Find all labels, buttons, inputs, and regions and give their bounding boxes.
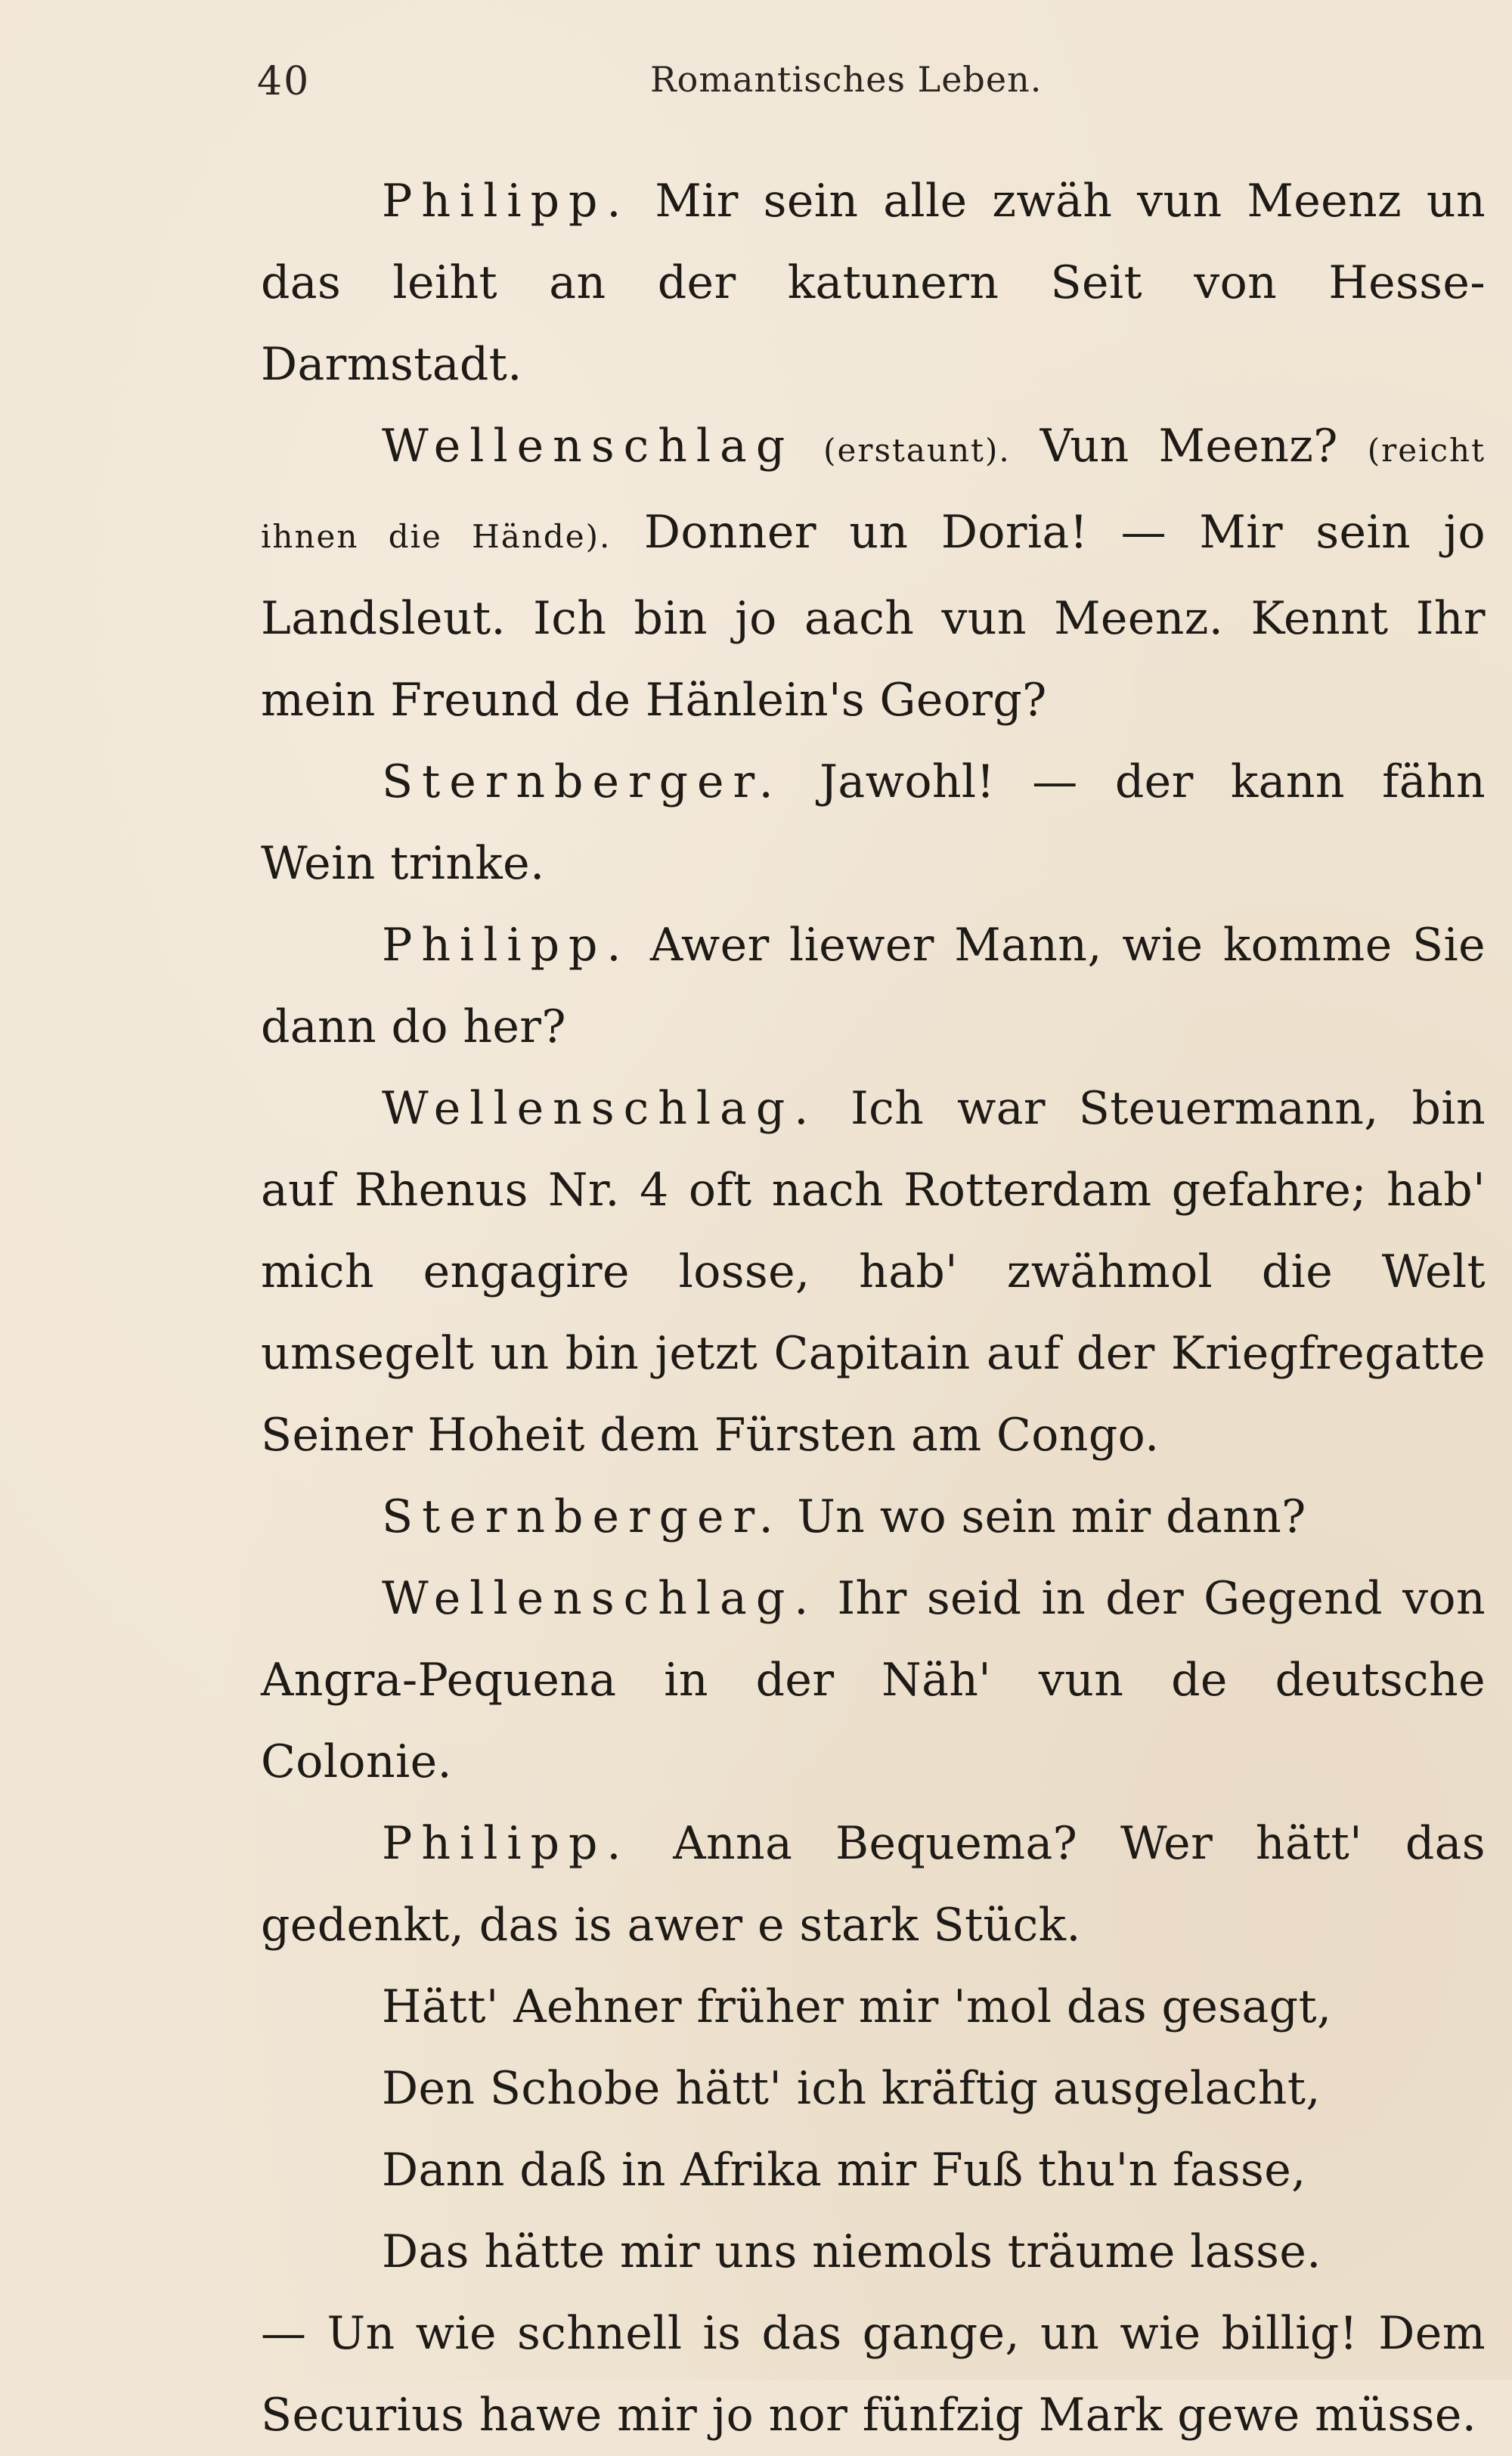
dialogue-text: Mir sein alle zwäh vun Meenz un das leiht an der katunern Seit von Hesse-Darmstadt. — [261, 175, 1486, 391]
stage-direction: (erstaunt). — [823, 432, 1011, 469]
dialogue-line — [261, 1476, 1486, 1558]
dialogue-text: Awer liewer Mann, wie komme Sie dann do her? — [261, 919, 1486, 1053]
dialogue-text: Jawohl! — der kann fähn Wein trinke. — [261, 755, 1486, 890]
dialogue-line — [261, 741, 1486, 904]
speaker-name: Wellenschlag — [382, 420, 795, 473]
speaker-name: Sternberger. — [382, 1490, 782, 1543]
dialogue-line — [261, 904, 1486, 1068]
page-number: 40 — [257, 59, 311, 104]
dialogue-line — [261, 1803, 1486, 1966]
dialogue-line — [261, 160, 1486, 405]
verse-line: Dann daß in Afrika mir Fuß thu'n fasse, — [382, 2144, 1306, 2197]
speaker-name: Philipp. — [382, 919, 631, 972]
dialogue-line — [261, 1068, 1486, 1476]
closing-paragraph: — Un wie schnell is das gange, un wie billig! Dem Securius hawe mir jo nor fünfzig Mark gewe müsse. — [261, 2307, 1486, 2442]
speaker-name: Philipp. — [382, 1817, 631, 1870]
page-header — [257, 53, 1482, 113]
page-text — [261, 160, 1486, 2456]
dialogue-text: Vun Meenz? — [1040, 420, 1338, 473]
verse-line: Hätt' Aehner früher mir 'mol das gesagt, — [382, 1980, 1332, 2033]
dialogue-text: Anna Bequema? Wer hätt' das gedenkt, das is awer e stark Stück. — [261, 1817, 1486, 1952]
verse-line: Das hätte mir uns niemols träume lasse. — [382, 2225, 1321, 2278]
speaker-name: Sternberger. — [382, 755, 782, 808]
stage-direction: (reicht ihnen die Hände). — [261, 432, 1486, 555]
dialogue-line — [261, 1558, 1486, 1803]
dialogue-text: Donner un Doria! — Mir sein jo Landsleut. Ich bin jo aach vun Meenz. Kennt Ihr mein Freund de Hänlein's Georg? — [261, 506, 1486, 727]
dialogue-line — [261, 405, 1486, 741]
speaker-name: Philipp. — [382, 175, 631, 228]
dialogue-text: Ihr seid in der Gegend von Angra-Pequena in der Näh' vun de deutsche Colonie. — [261, 1572, 1486, 1788]
dialogue-text: Un wo sein mir dann? — [797, 1490, 1306, 1543]
speaker-name: Wellenschlag. — [382, 1082, 818, 1135]
running-title: Romantisches Leben. — [650, 59, 1043, 100]
verse-line: Den Schobe hätt' ich kräftig ausgelacht, — [382, 2062, 1321, 2115]
dialogue-text: Ich war Steuermann, bin auf Rhenus Nr. 4 oft nach Rotterdam gefahre; hab' mich engagire losse, hab' zwähmol die Welt umsegelt un bin jetzt Capitain auf der Kriegfregatte Seiner Hoheit dem Fürsten am Congo. — [261, 1082, 1486, 1462]
speaker-name: Wellenschlag. — [382, 1572, 818, 1625]
